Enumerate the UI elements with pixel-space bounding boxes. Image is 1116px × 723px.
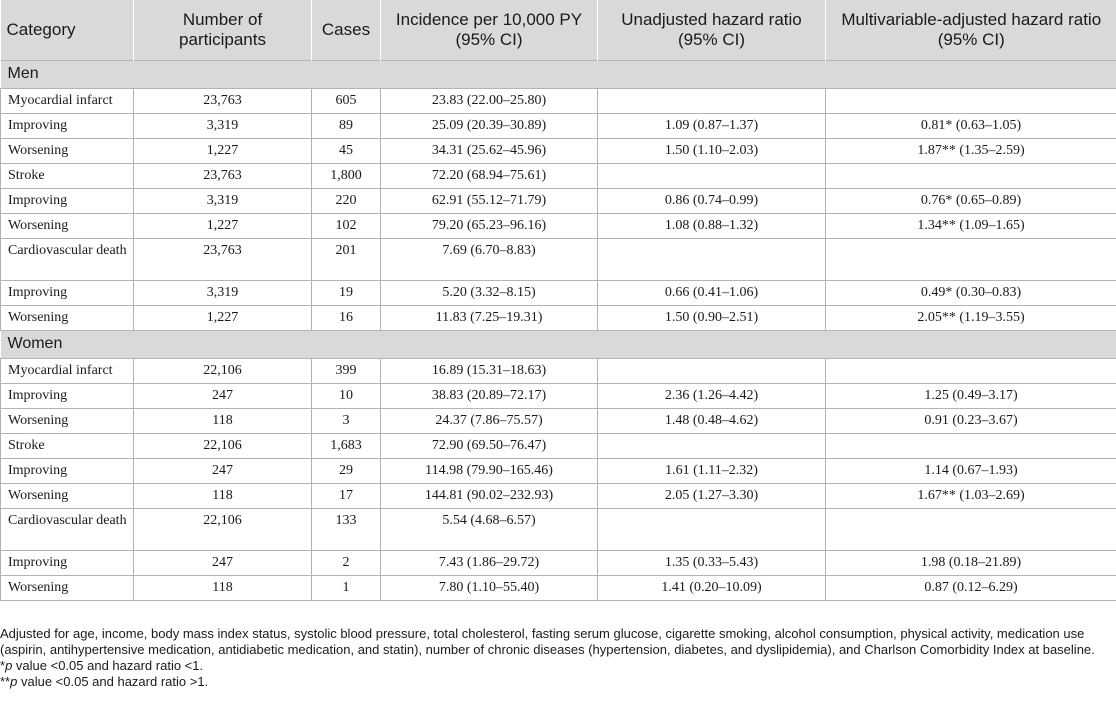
cell-unadjusted-hr	[598, 238, 826, 280]
table-row	[1, 550, 1116, 575]
table-row	[1, 433, 1116, 458]
cell-cases: 102	[312, 213, 381, 238]
cell-adjusted-hr: 0.49* (0.30–0.83)	[826, 280, 1116, 305]
cell-cases: 1	[312, 575, 381, 600]
cell-category: Worsening	[1, 213, 134, 238]
footnote-text: value <0.05 and hazard ratio <1.	[12, 658, 204, 673]
cell-unadjusted-hr	[598, 163, 826, 188]
cell-incidence: 5.54 (4.68–6.57)	[381, 508, 598, 550]
footnote-p-symbol: p	[10, 674, 18, 689]
cell-cases: 1,683	[312, 433, 381, 458]
header-category: Category	[1, 0, 134, 60]
cell-participants: 1,227	[134, 138, 312, 163]
table-header-row	[1, 0, 1116, 60]
cell-cases: 17	[312, 483, 381, 508]
footnote-marker: *	[0, 658, 6, 673]
cell-unadjusted-hr: 1.50 (1.10–2.03)	[598, 138, 826, 163]
cell-participants: 3,319	[134, 280, 312, 305]
cell-unadjusted-hr: 1.09 (0.87–1.37)	[598, 113, 826, 138]
footnote-adjustment: Adjusted for age, income, body mass index status, systolic blood pressure, total cholesterol, fasting serum glucose, cigarette smoking, alcohol consumption, physical activity, medication use (aspirin, antihypertensive medication, antidiabetic medication, and statin), number of chronic diseases (hypertension, diabetes, and dyslipidemia), and Charlson Comorbidity Index at baseline.	[0, 626, 1095, 657]
cell-category: Stroke	[1, 433, 134, 458]
cell-participants: 1,227	[134, 305, 312, 330]
table-footnotes	[0, 626, 1110, 690]
cell-participants: 3,319	[134, 113, 312, 138]
header-adjusted-hr: Multivariable-adjusted hazard ratio (95% CI)	[826, 0, 1116, 60]
cell-adjusted-hr: 0.87 (0.12–6.29)	[826, 575, 1116, 600]
cell-adjusted-hr: 1.87** (1.35–2.59)	[826, 138, 1116, 163]
cell-cases: 2	[312, 550, 381, 575]
section-row-men	[1, 60, 1116, 88]
cell-adjusted-hr: 0.81* (0.63–1.05)	[826, 113, 1116, 138]
cell-unadjusted-hr: 1.48 (0.48–4.62)	[598, 408, 826, 433]
cell-participants: 118	[134, 408, 312, 433]
cell-incidence: 62.91 (55.12–71.79)	[381, 188, 598, 213]
footnote-text: value <0.05 and hazard ratio >1.	[17, 674, 209, 689]
cell-cases: 16	[312, 305, 381, 330]
cell-incidence: 72.90 (69.50–76.47)	[381, 433, 598, 458]
cell-incidence: 7.69 (6.70–8.83)	[381, 238, 598, 280]
cell-incidence: 7.43 (1.86–29.72)	[381, 550, 598, 575]
cell-adjusted-hr: 0.91 (0.23–3.67)	[826, 408, 1116, 433]
cell-category: Stroke	[1, 163, 134, 188]
cell-cases: 19	[312, 280, 381, 305]
cell-adjusted-hr: 1.67** (1.03–2.69)	[826, 483, 1116, 508]
cell-category: Improving	[1, 113, 134, 138]
cell-incidence: 114.98 (79.90–165.46)	[381, 458, 598, 483]
cell-category: Cardiovascular death	[1, 508, 134, 550]
cell-cases: 201	[312, 238, 381, 280]
cell-cases: 220	[312, 188, 381, 213]
cell-adjusted-hr	[826, 88, 1116, 113]
cell-participants: 3,319	[134, 188, 312, 213]
header-participants: Number of participants	[134, 0, 312, 60]
table-row	[1, 113, 1116, 138]
table-row	[1, 383, 1116, 408]
table-row	[1, 163, 1116, 188]
cell-participants: 247	[134, 383, 312, 408]
cell-unadjusted-hr	[598, 358, 826, 383]
cell-incidence: 5.20 (3.32–8.15)	[381, 280, 598, 305]
cell-cases: 10	[312, 383, 381, 408]
cell-cases: 45	[312, 138, 381, 163]
cell-category: Improving	[1, 280, 134, 305]
cell-incidence: 34.31 (25.62–45.96)	[381, 138, 598, 163]
cell-participants: 23,763	[134, 88, 312, 113]
cell-unadjusted-hr: 0.86 (0.74–0.99)	[598, 188, 826, 213]
cell-incidence: 25.09 (20.39–30.89)	[381, 113, 598, 138]
cell-unadjusted-hr	[598, 88, 826, 113]
cell-incidence: 16.89 (15.31–18.63)	[381, 358, 598, 383]
cell-unadjusted-hr: 2.36 (1.26–4.42)	[598, 383, 826, 408]
cell-cases: 399	[312, 358, 381, 383]
section-row-women	[1, 330, 1116, 358]
cell-category: Worsening	[1, 138, 134, 163]
cell-category: Worsening	[1, 305, 134, 330]
cell-incidence: 144.81 (90.02–232.93)	[381, 483, 598, 508]
cell-adjusted-hr: 0.76* (0.65–0.89)	[826, 188, 1116, 213]
cell-unadjusted-hr: 1.35 (0.33–5.43)	[598, 550, 826, 575]
cell-adjusted-hr: 1.25 (0.49–3.17)	[826, 383, 1116, 408]
cell-unadjusted-hr: 2.05 (1.27–3.30)	[598, 483, 826, 508]
cell-participants: 247	[134, 550, 312, 575]
cell-cases: 29	[312, 458, 381, 483]
table-row	[1, 508, 1116, 550]
table-row	[1, 213, 1116, 238]
cell-adjusted-hr: 2.05** (1.19–3.55)	[826, 305, 1116, 330]
cell-category: Myocardial infarct	[1, 88, 134, 113]
cell-category: Myocardial infarct	[1, 358, 134, 383]
cell-adjusted-hr	[826, 238, 1116, 280]
table-row	[1, 305, 1116, 330]
cell-adjusted-hr	[826, 163, 1116, 188]
table-row	[1, 458, 1116, 483]
cell-unadjusted-hr	[598, 508, 826, 550]
cell-cases: 89	[312, 113, 381, 138]
table-row	[1, 238, 1116, 280]
cell-category: Cardiovascular death	[1, 238, 134, 280]
footnote-marker: **	[0, 674, 11, 689]
cell-incidence: 7.80 (1.10–55.40)	[381, 575, 598, 600]
cell-unadjusted-hr: 1.41 (0.20–10.09)	[598, 575, 826, 600]
footnote-significance-lower	[0, 658, 1110, 674]
cell-adjusted-hr: 1.98 (0.18–21.89)	[826, 550, 1116, 575]
table-row	[1, 88, 1116, 113]
cell-adjusted-hr: 1.34** (1.09–1.65)	[826, 213, 1116, 238]
cell-unadjusted-hr: 1.08 (0.88–1.32)	[598, 213, 826, 238]
cell-participants: 23,763	[134, 238, 312, 280]
cell-incidence: 38.83 (20.89–72.17)	[381, 383, 598, 408]
cell-participants: 118	[134, 575, 312, 600]
table-body	[1, 60, 1116, 600]
cell-participants: 22,106	[134, 358, 312, 383]
cell-category: Improving	[1, 188, 134, 213]
header-cases: Cases	[312, 0, 381, 60]
table-row	[1, 188, 1116, 213]
cell-category: Worsening	[1, 408, 134, 433]
cell-adjusted-hr: 1.14 (0.67–1.93)	[826, 458, 1116, 483]
cell-adjusted-hr	[826, 358, 1116, 383]
table-row	[1, 358, 1116, 383]
cell-unadjusted-hr	[598, 433, 826, 458]
cell-participants: 118	[134, 483, 312, 508]
cell-incidence: 23.83 (22.00–25.80)	[381, 88, 598, 113]
cell-participants: 22,106	[134, 433, 312, 458]
cell-cases: 3	[312, 408, 381, 433]
cell-unadjusted-hr: 0.66 (0.41–1.06)	[598, 280, 826, 305]
footnote-significance-higher	[0, 674, 1110, 690]
cell-participants: 23,763	[134, 163, 312, 188]
cell-participants: 1,227	[134, 213, 312, 238]
section-title: Men	[1, 60, 1116, 88]
cell-category: Worsening	[1, 575, 134, 600]
table-row	[1, 408, 1116, 433]
header-incidence: Incidence per 10,000 PY (95% CI)	[381, 0, 598, 60]
cell-category: Worsening	[1, 483, 134, 508]
cell-participants: 22,106	[134, 508, 312, 550]
cell-adjusted-hr	[826, 433, 1116, 458]
cell-participants: 247	[134, 458, 312, 483]
cell-adjusted-hr	[826, 508, 1116, 550]
cell-cases: 133	[312, 508, 381, 550]
section-title: Women	[1, 330, 1116, 358]
cell-unadjusted-hr: 1.61 (1.11–2.32)	[598, 458, 826, 483]
table-row	[1, 138, 1116, 163]
table-row	[1, 575, 1116, 600]
cell-cases: 1,800	[312, 163, 381, 188]
cell-incidence: 11.83 (7.25–19.31)	[381, 305, 598, 330]
cell-category: Improving	[1, 550, 134, 575]
cell-cases: 605	[312, 88, 381, 113]
table-row	[1, 483, 1116, 508]
header-unadjusted-hr: Unadjusted hazard ratio (95% CI)	[598, 0, 826, 60]
cell-incidence: 72.20 (68.94–75.61)	[381, 163, 598, 188]
cell-unadjusted-hr: 1.50 (0.90–2.51)	[598, 305, 826, 330]
cell-category: Improving	[1, 458, 134, 483]
cell-incidence: 24.37 (7.86–75.57)	[381, 408, 598, 433]
table-row	[1, 280, 1116, 305]
cell-incidence: 79.20 (65.23–96.16)	[381, 213, 598, 238]
cell-category: Improving	[1, 383, 134, 408]
footnote-p-symbol: p	[5, 658, 13, 673]
